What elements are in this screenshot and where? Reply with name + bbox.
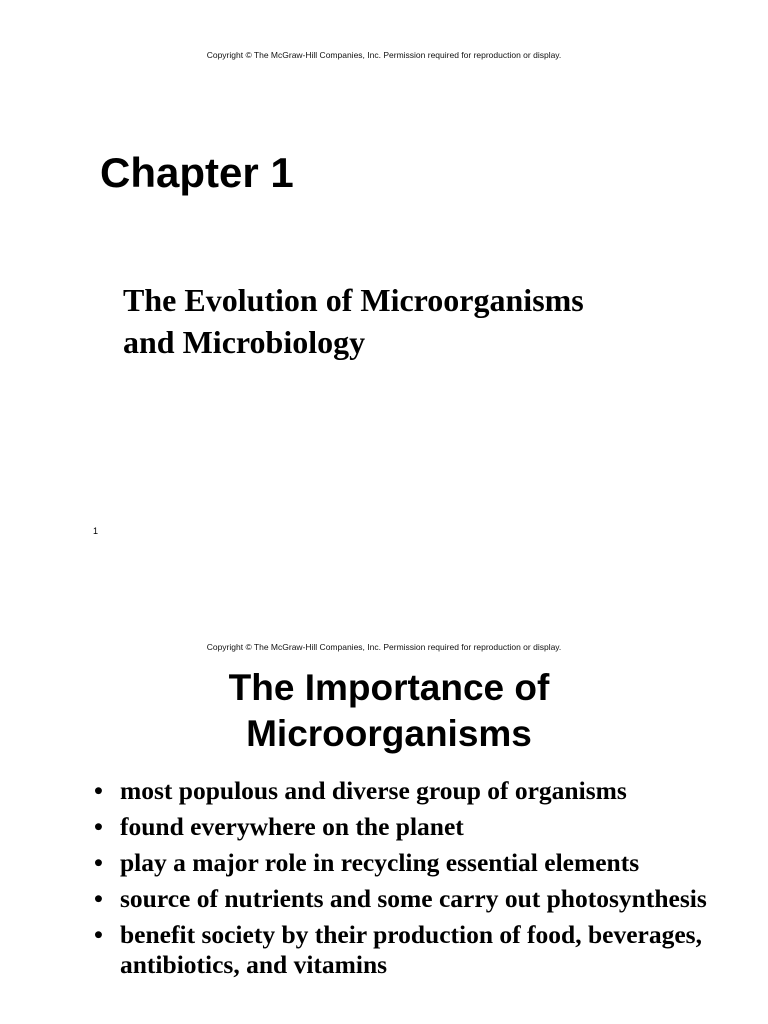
bullet-item — [92, 884, 712, 914]
page-number: 1 — [93, 526, 99, 536]
subtitle-line-1: The Evolution of Microorganisms — [123, 282, 584, 318]
bullet-item — [92, 812, 712, 842]
bullet-dot: • — [94, 776, 103, 805]
chapter-title: Chapter 1 — [100, 149, 294, 196]
copyright-notice: Copyright © The McGraw-Hill Companies, Inc. Permission required for reproduction or display. — [206, 50, 562, 60]
bullet-item — [92, 920, 712, 980]
bullet-item — [92, 776, 712, 806]
bullet-text: source of nutrients and some carry out photosynthesis — [120, 884, 707, 913]
bullet-dot: • — [94, 848, 103, 877]
bullet-dot: • — [94, 812, 103, 841]
slide-title-line-1: The Importance of — [228, 667, 550, 708]
subtitle-line-2: and Microbiology — [123, 324, 366, 360]
bullet-text: play a major role in recycling essential elements — [120, 848, 640, 877]
bullet-text: found everywhere on the planet — [120, 812, 464, 841]
slide-importance — [0, 600, 768, 1024]
slide-title — [0, 665, 768, 757]
chapter-subtitle — [123, 279, 584, 363]
copyright-notice: Copyright © The McGraw-Hill Companies, Inc. Permission required for reproduction or display. — [206, 642, 562, 652]
bullet-dot: • — [94, 884, 103, 913]
bullet-text: benefit society by their production of food, beverages, antibiotics, and vitamins — [120, 920, 702, 979]
bullet-dot: • — [94, 920, 103, 949]
bullet-item — [92, 848, 712, 878]
bullet-text: most populous and diverse group of organisms — [120, 776, 627, 805]
slide-title-line-2: Microorganisms — [246, 713, 532, 754]
bullet-list — [92, 776, 712, 986]
